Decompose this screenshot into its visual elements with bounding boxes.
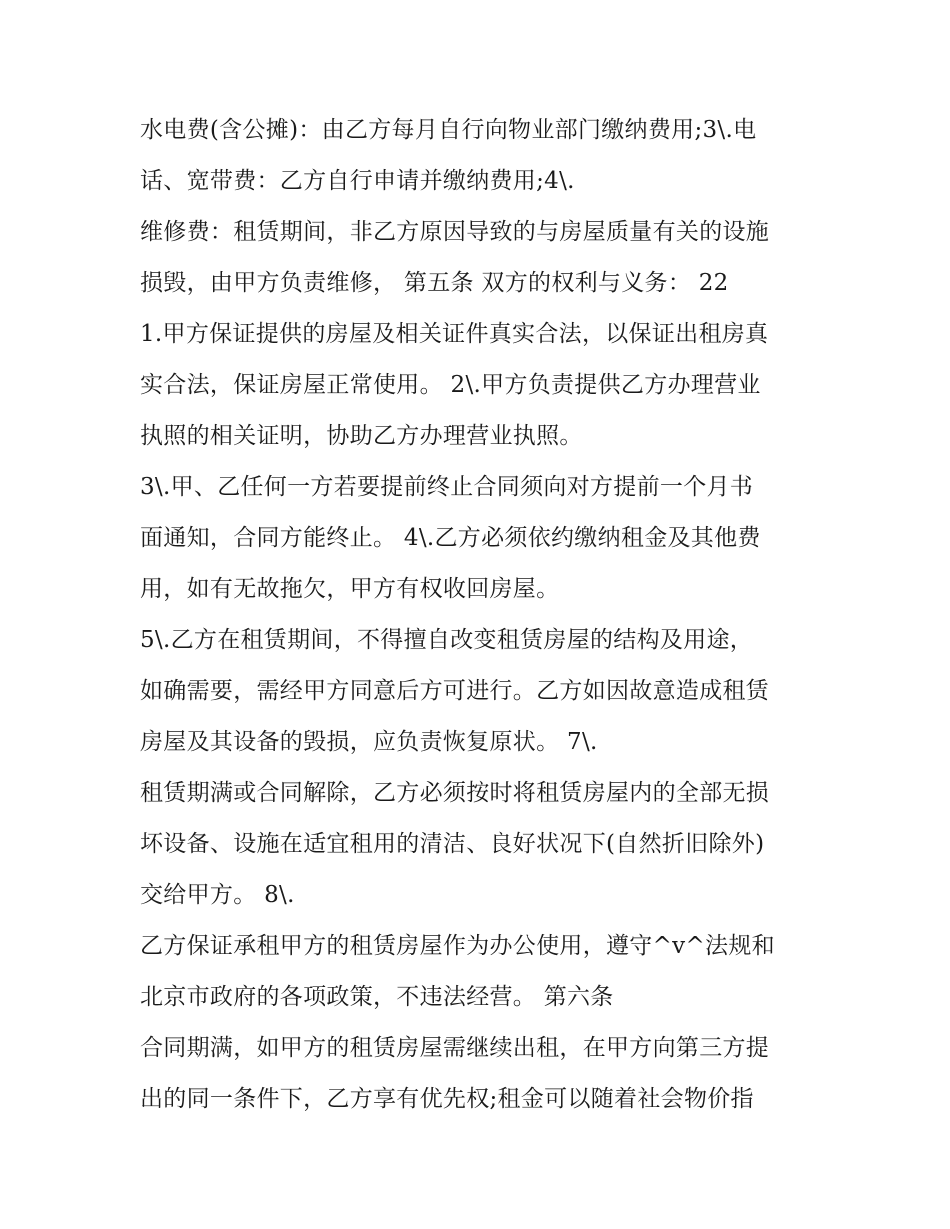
text-line: 执照的相关证明，协助乙方办理营业执照。 — [140, 423, 583, 449]
text-line: 合同期满，如甲方的租赁房屋需继续出租，在甲方向第三方提 — [140, 1035, 770, 1061]
text-line: 租赁期满或合同解除，乙方必须按时将租赁房屋内的全部无损 — [140, 780, 770, 806]
text-line: 损毁，由甲方负责维修， 第五条 双方的权利与义务： 22 — [140, 270, 729, 296]
text-line: 3\.甲、乙任何一方若要提前终止合同须向对方提前一个月书 — [140, 474, 754, 500]
text-line: 北京市政府的各项政策，不违法经营。 第六条 — [140, 984, 614, 1010]
text-line: 水电费(含公摊)：由乙方每月自行向物业部门缴纳费用;3\.电 — [140, 117, 757, 143]
text-line: 乙方保证承租甲方的租赁房屋作为办公使用，遵守^v^法规和 — [140, 933, 775, 959]
text-line: 交给甲方。 8\. — [140, 882, 295, 908]
text-line: 话、宽带费：乙方自行申请并缴纳费用;4\. — [140, 168, 575, 194]
document-body — [140, 105, 830, 1125]
text-line: 维修费：租赁期间，非乙方原因导致的与房屋质量有关的设施 — [140, 219, 770, 245]
text-line: 面通知，合同方能终止。 4\.乙方必须依约缴纳租金及其他费 — [140, 525, 761, 551]
text-line: 5\.乙方在租赁期间，不得擅自改变租赁房屋的结构及用途， — [140, 627, 754, 653]
text-line: 1.甲方保证提供的房屋及相关证件真实合法，以保证出租房真 — [140, 321, 769, 347]
text-line: 如确需要，需经甲方同意后方可进行。乙方如因故意造成租赁 — [140, 678, 770, 704]
text-line: 实合法，保证房屋正常使用。 2\.甲方负责提供乙方办理营业 — [140, 372, 761, 398]
text-line: 房屋及其设备的毁损，应负责恢复原状。 7\. — [140, 729, 598, 755]
text-line: 出的同一条件下，乙方享有优先权;租金可以随着社会物价指 — [140, 1086, 754, 1112]
text-line: 用，如有无故拖欠，甲方有权收回房屋。 — [140, 576, 560, 602]
text-line: 坏设备、设施在适宜租用的清洁、良好状况下(自然折旧除外) — [140, 831, 765, 857]
